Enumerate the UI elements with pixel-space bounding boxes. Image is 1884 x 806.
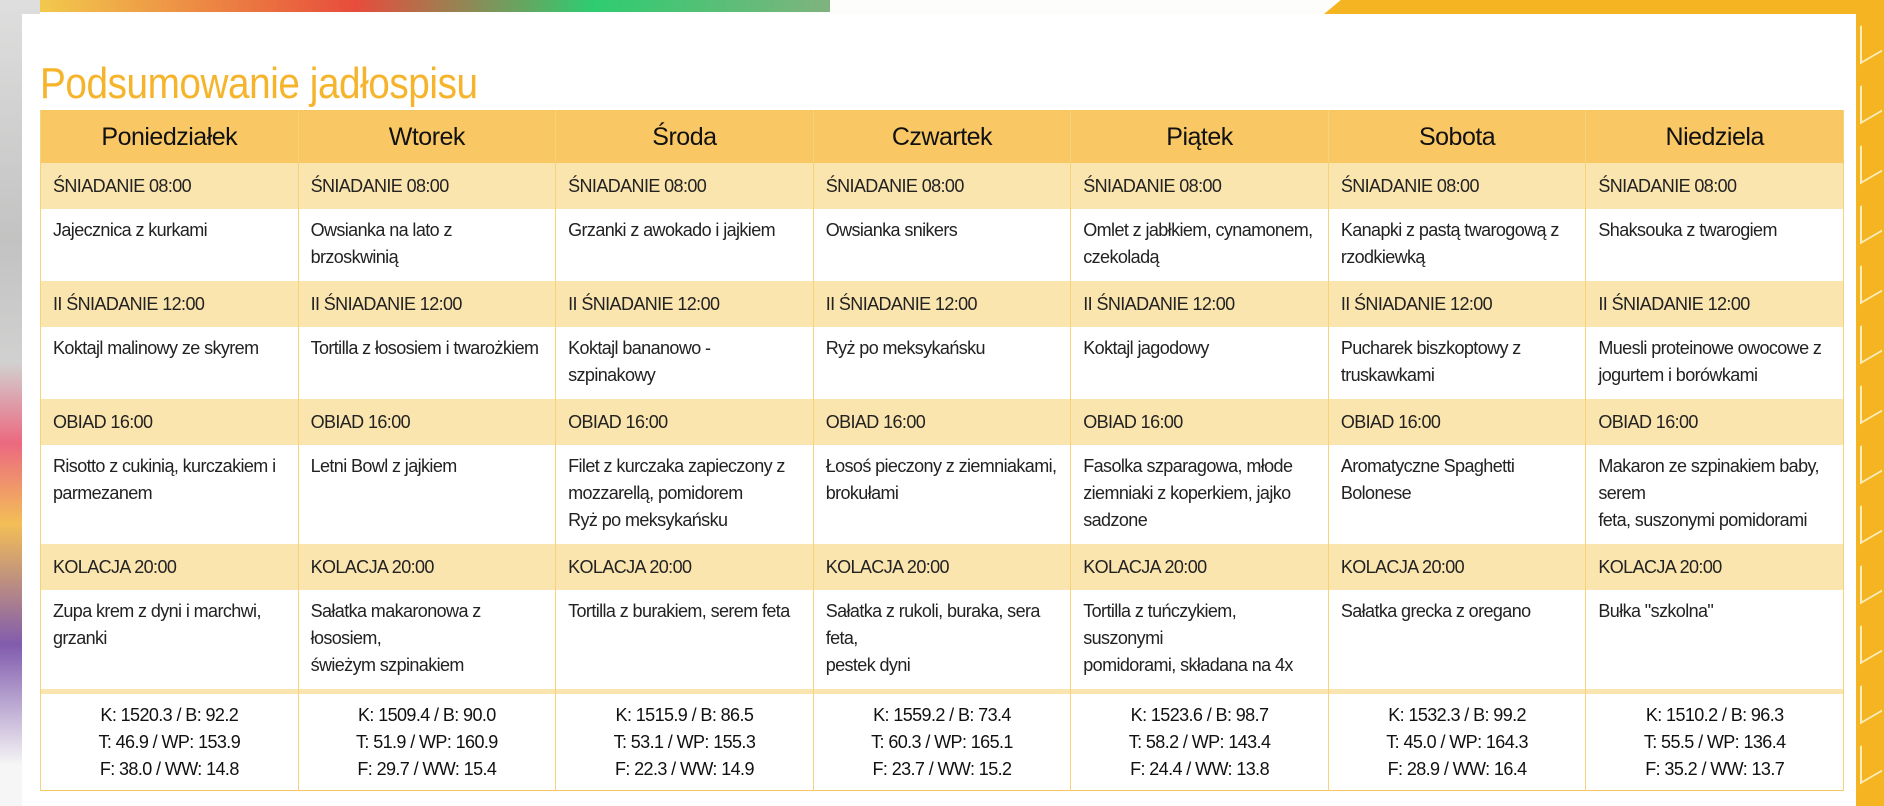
nutrition-value: K: 1515.9 / B: 86.5	[615, 704, 754, 725]
nutrition-value: F: 35.2 / WW: 13.7	[1645, 758, 1785, 779]
nutrition-totals-cell	[41, 694, 299, 791]
dish-name: pestek dyni	[825, 655, 911, 675]
nutrition-totals-cell	[1328, 694, 1586, 791]
dish-cell	[1328, 590, 1586, 689]
dish-cell	[41, 327, 299, 399]
meal-label: OBIAD 16:00	[1586, 399, 1844, 445]
meal-label: KOLACJA 20:00	[1071, 544, 1329, 590]
day-header: Wtorek	[298, 111, 556, 164]
meal-label: KOLACJA 20:00	[1586, 544, 1844, 590]
nutrition-value: T: 58.2 / WP: 143.4	[1128, 731, 1271, 752]
dish-cell	[813, 590, 1071, 689]
nutrition-value: K: 1520.3 / B: 92.2	[100, 704, 239, 725]
dish-cell	[813, 209, 1071, 281]
dish-name: jogurtem i borówkami	[1598, 365, 1758, 385]
dish-cell	[41, 209, 299, 281]
meal-label: OBIAD 16:00	[1071, 399, 1329, 445]
dish-name: Omlet z jabłkiem, cynamonem,	[1083, 220, 1313, 240]
nutrition-value: T: 60.3 / WP: 165.1	[871, 731, 1013, 752]
nutrition-totals-row	[41, 694, 1844, 791]
meal-label: ŚNIADANIE 08:00	[1328, 163, 1586, 209]
nutrition-totals-cell	[1071, 694, 1329, 791]
dish-cell	[1071, 327, 1329, 399]
nutrition-value: F: 28.9 / WW: 16.4	[1387, 758, 1527, 779]
dish-cell	[556, 445, 814, 544]
dish-name: Sałatka makaronowa z łososiem,	[310, 601, 481, 648]
meal-label: ŚNIADANIE 08:00	[1071, 163, 1329, 209]
dish-name: brokułami	[825, 483, 899, 503]
dish-name: Makaron ze szpinakiem baby, serem	[1598, 456, 1819, 503]
nutrition-value: T: 51.9 / WP: 160.9	[356, 731, 498, 752]
dish-name: truskawkami	[1340, 365, 1435, 385]
meal-label: KOLACJA 20:00	[813, 544, 1071, 590]
dish-name: Pucharek biszkoptowy z	[1340, 338, 1521, 358]
nutrition-value: F: 22.3 / WW: 14.9	[614, 758, 754, 779]
meal-label-row	[41, 399, 1844, 445]
dish-cell	[298, 327, 556, 399]
dish-cell	[298, 590, 556, 689]
nutrition-totals-cell	[1586, 694, 1844, 791]
meal-label: II ŚNIADANIE 12:00	[556, 281, 814, 327]
dish-name: Łosoś pieczony z ziemniakami,	[825, 456, 1057, 476]
dish-name: Ryż po meksykańsku	[568, 510, 728, 530]
meal-dish-row	[41, 209, 1844, 281]
dish-name: czekoladą	[1083, 247, 1159, 267]
nutrition-value: T: 45.0 / WP: 164.3	[1386, 731, 1528, 752]
nutrition-value: T: 55.5 / WP: 136.4	[1643, 731, 1786, 752]
meal-label-row	[41, 544, 1844, 590]
dish-cell	[1586, 590, 1844, 689]
meal-label: II ŚNIADANIE 12:00	[813, 281, 1071, 327]
dish-cell	[1328, 327, 1586, 399]
dish-name: mozzarellą, pomidorem	[568, 483, 743, 503]
dish-name: Koktajl malinowy ze skyrem	[53, 338, 259, 358]
day-header-row	[41, 111, 1844, 164]
day-header: Niedziela	[1586, 111, 1844, 164]
meal-label: ŚNIADANIE 08:00	[1586, 163, 1844, 209]
dish-name: Grzanki z awokado i jajkiem	[568, 220, 776, 240]
dish-name: Tortilla z łososiem i twarożkiem	[310, 338, 539, 358]
nutrition-value: K: 1510.2 / B: 96.3	[1645, 704, 1784, 725]
nutrition-value: K: 1509.4 / B: 90.0	[357, 704, 496, 725]
meal-label: II ŚNIADANIE 12:00	[1328, 281, 1586, 327]
nutrition-value: F: 38.0 / WW: 14.8	[99, 758, 239, 779]
meal-label: II ŚNIADANIE 12:00	[298, 281, 556, 327]
page-title: Podsumowanie jadłospisu	[40, 59, 478, 109]
dish-cell	[813, 445, 1071, 544]
dish-name: Fasolka szparagowa, młode	[1083, 456, 1293, 476]
meal-label: II ŚNIADANIE 12:00	[1586, 281, 1844, 327]
dish-name: ziemniaki z koperkiem, jajko	[1083, 483, 1291, 503]
dish-name: Aromatyczne Spaghetti Bolonese	[1340, 456, 1515, 503]
meal-label: OBIAD 16:00	[556, 399, 814, 445]
nutrition-value: F: 24.4 / WW: 13.8	[1130, 758, 1269, 779]
dish-name: sadzone	[1083, 510, 1148, 530]
meal-plan-table	[40, 110, 1844, 791]
nutrition-totals-cell	[813, 694, 1071, 791]
dish-cell	[298, 445, 556, 544]
dish-cell	[41, 445, 299, 544]
day-header: Środa	[556, 111, 814, 164]
nutrition-totals-cell	[556, 694, 814, 791]
nutrition-value: K: 1532.3 / B: 99.2	[1388, 704, 1526, 725]
dish-name: Sałatka grecka z oregano	[1340, 601, 1531, 621]
dish-name: Letni Bowl z jajkiem	[310, 456, 457, 476]
dish-cell	[1328, 209, 1586, 281]
day-header: Sobota	[1328, 111, 1586, 164]
dish-cell	[1586, 327, 1844, 399]
meal-label: OBIAD 16:00	[1328, 399, 1586, 445]
dish-name: Owsianka snikers	[825, 220, 958, 240]
dish-cell	[1586, 209, 1844, 281]
meal-label: ŚNIADANIE 08:00	[813, 163, 1071, 209]
dish-cell	[41, 590, 299, 689]
dish-name: Muesli proteinowe owocowe z	[1598, 338, 1822, 358]
day-header: Piątek	[1071, 111, 1329, 164]
dish-cell	[1328, 445, 1586, 544]
nutrition-value: F: 23.7 / WW: 15.2	[872, 758, 1012, 779]
meal-label-row	[41, 281, 1844, 327]
meal-label: ŚNIADANIE 08:00	[41, 163, 299, 209]
dish-name: Jajecznica z kurkami	[53, 220, 208, 240]
dish-name: Koktajl jagodowy	[1083, 338, 1209, 358]
dish-cell	[556, 590, 814, 689]
nutrition-value: F: 29.7 / WW: 15.4	[357, 758, 497, 779]
dish-name: Filet z kurczaka zapieczony z	[568, 456, 785, 476]
dish-name: Tortilla z tuńczykiem, suszonymi	[1083, 601, 1237, 648]
nutrition-value: T: 46.9 / WP: 153.9	[98, 731, 241, 752]
dish-name: pomidorami, składana na 4x	[1083, 655, 1293, 675]
dish-cell	[556, 327, 814, 399]
dish-name: Risotto z cukinią, kurczakiem i	[53, 456, 276, 476]
nutrition-totals-cell	[298, 694, 556, 791]
dish-name: Bułka "szkolna"	[1598, 601, 1714, 621]
meal-dish-row	[41, 445, 1844, 544]
dish-name: Tortilla z burakiem, serem feta	[568, 601, 790, 621]
dish-cell	[556, 209, 814, 281]
dish-name: Owsianka na lato z brzoskwinią	[310, 220, 452, 267]
meal-label-row	[41, 163, 1844, 209]
meal-label: KOLACJA 20:00	[41, 544, 299, 590]
meal-label: II ŚNIADANIE 12:00	[1071, 281, 1329, 327]
dish-cell	[298, 209, 556, 281]
dish-name: rzodkiewką	[1340, 247, 1425, 267]
decorative-food-illustration-top	[40, 0, 830, 12]
dish-name: świeżym szpinakiem	[310, 655, 464, 675]
dish-cell	[1071, 590, 1329, 689]
day-header: Poniedziałek	[41, 111, 299, 164]
dish-cell	[1071, 209, 1329, 281]
meal-label: ŚNIADANIE 08:00	[298, 163, 556, 209]
meal-label: OBIAD 16:00	[298, 399, 556, 445]
nutrition-value: K: 1559.2 / B: 73.4	[873, 704, 1011, 725]
meal-dish-row	[41, 590, 1844, 689]
dish-cell	[1586, 445, 1844, 544]
dish-name: Sałatka z rukoli, buraka, sera feta,	[825, 601, 1040, 648]
dish-name: parmezanem	[53, 483, 153, 503]
meal-label: II ŚNIADANIE 12:00	[41, 281, 299, 327]
decorative-stripe-top-right	[1324, 0, 1884, 14]
meal-label: KOLACJA 20:00	[1328, 544, 1586, 590]
meal-label: KOLACJA 20:00	[556, 544, 814, 590]
dish-name: Zupa krem z dyni i marchwi, grzanki	[53, 601, 261, 648]
decorative-pattern-right	[1856, 0, 1884, 806]
dish-cell	[1071, 445, 1329, 544]
dish-name: Ryż po meksykańsku	[825, 338, 985, 358]
meal-label: ŚNIADANIE 08:00	[556, 163, 814, 209]
dish-name: feta, suszonymi pomidorami	[1598, 510, 1807, 530]
dish-name: Kanapki z pastą twarogową z	[1340, 220, 1559, 240]
meal-dish-row	[41, 327, 1844, 399]
meal-body	[41, 163, 1844, 689]
dish-name: Shaksouka z twarogiem	[1598, 220, 1777, 240]
nutrition-value: K: 1523.6 / B: 98.7	[1130, 704, 1269, 725]
dish-cell	[813, 327, 1071, 399]
meal-label: OBIAD 16:00	[813, 399, 1071, 445]
meal-label: KOLACJA 20:00	[298, 544, 556, 590]
nutrition-value: T: 53.1 / WP: 155.3	[613, 731, 756, 752]
dish-name: Koktajl bananowo - szpinakowy	[568, 338, 711, 385]
day-header: Czwartek	[813, 111, 1071, 164]
meal-label: OBIAD 16:00	[41, 399, 299, 445]
